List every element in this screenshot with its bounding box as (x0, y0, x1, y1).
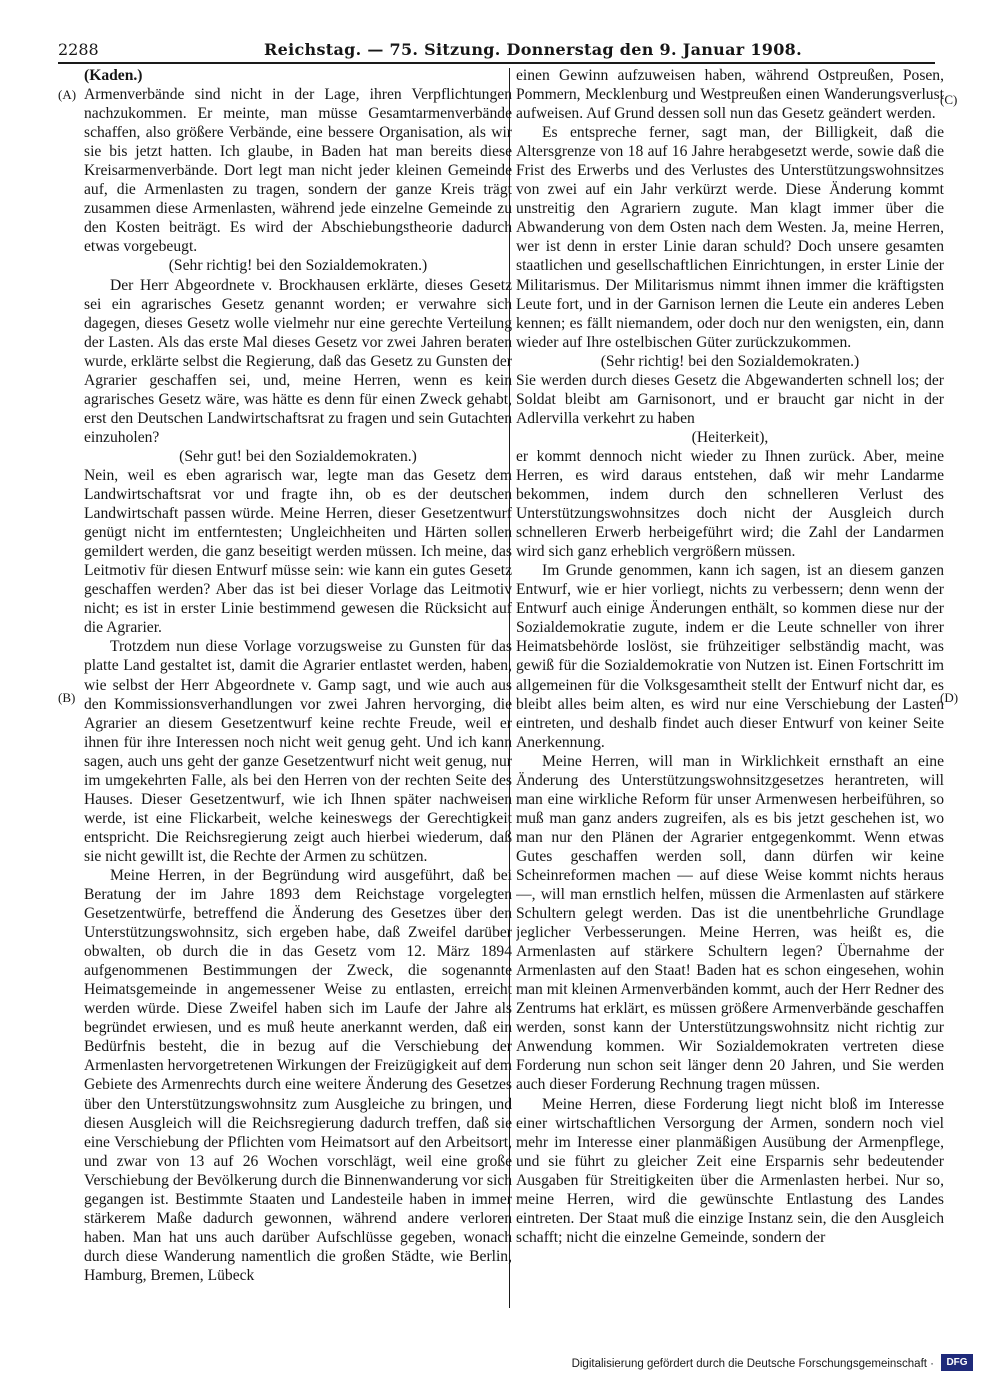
running-header: Reichstag. — 75. Sitzung. Donnerstag den 9. Januar 1908. (264, 40, 802, 59)
right-paragraph-7: Meine Herren, diese Forderung liegt nicht bloß im Interesse einer wirtschaftlichen Versorgung der Armen, sondern noch viel mehr im Interesse einer planmäßigen Ausübung der Armenpflege, und sie führt zu gleicher Zeit eine Ersparnis sehr bedeutender Ausgaben für Streitigkeiten über die Armenlasten herbei. Nur so, meine Herren, wird die gewünschte Entlastung des Landes eintreten. Der Staat muß die einzige Instanz sein, die den Ausgleich schafft; nicht die einzelne Gemeinde, sondern der (516, 1095, 944, 1246)
right-column (516, 66, 944, 1316)
right-interjection-1: (Sehr richtig! bei den Sozialdemokraten.) (600, 352, 860, 370)
dfg-logo-text: DFG (946, 1357, 968, 1368)
margin-mark-c: (C) (940, 92, 958, 107)
right-interjection-2: (Heiterkeit), (691, 428, 769, 446)
dfg-logo (941, 1354, 973, 1371)
right-paragraph-5: Im Grunde genommen, kann ich sagen, ist an diesem ganzen Entwurf, wie er hier vorliegt, nichts zu verbessern; denn wenn der Entwurf auch einige Änderungen enthält, so kommen diese nur der Sozialdemokratie zugute, indem er die Leute schneller von ihrer Heimatsbehörde loslöst, sie frühzeitiger selbständig macht, was gewiß für die Sozialdemokratie von Nutzen ist. Einen Fortschritt im allgemeinen für die Volksgesamtheit stellt der Entwurf nicht dar, es bleibt alles beim alten, es wird nur eine Verschiebung der Lasten eintreten, und deshalb findet auch dieser Entwurf von keiner Seite Anerkennung. (516, 562, 944, 751)
left-paragraph-3: Nein, weil es eben agrarisch war, legte man das Gesetz dem Landwirtschaftsrat vor und fragte ihn, ob es der deutschen Landwirtschaft passen würde. Meine Herren, dieser Gesetzentwurf genügt nicht im entferntesten; Ungleichheiten und Härten sollen gemildert werden, die ganz beseitigt werden müssen. Ich meine, das Leitmotiv für diesen Entwurf müsse sein: wie kann ein gutes Gesetz geschaffen werden? Aber das ist bei dieser Vorlage das Leitmotiv nicht; es ist in erster Linie bestimmend gewesen die Rücksicht auf die Agrarier. (84, 466, 512, 637)
left-paragraph-1: Armenverbände sind nicht in der Lage, ihren Verpflichtungen nachzukommen. Er meinte, man müsse Gesamtarmenverbände schaffen, also größere Verbände, eine bessere Organisation, als wir sie bis jetzt hatten. Ich glaube, in Baden hat man bereits diese Kreisarmenverbände. Dort legt man nicht jeder kleinen Gemeinde auf, die Armenlasten zu tragen, sondern der ganze Kreis trägt zusammen diese Armenlasten, während jede einzelne Gemeinde zu den Kosten beiträgt. Es wird der Abschiebungstheorie dadurch etwas vorgebeugt. (84, 86, 512, 256)
left-paragraph-4: Trotzdem nun diese Vorlage vorzugsweise zu Gunsten für das platte Land gestaltet ist, damit die Agrarier entlastet werden, haben, wie selbst der Herr Abgeordnete v. Gamp sagt, und wie auch aus den Kommissionsverhandlungen vor zwei Jahren hervorging, die Agrarier an diesem Gesetzentwurf keine rechte Freude, weil er ihnen für ihre Interessen noch nicht weit genug geht. Und ich kann sagen, auch uns geht der ganze Gesetzentwurf nicht weit genug, nur im umgekehrten Falle, als bei den Herren von der rechten Seite des Hauses. Dieser Gesetzentwurf, wie ich Ihnen später nachweisen werde, ist eine Flickarbeit, welche keineswegs der Gerechtigkeit entspricht. Die Reichsregierung zeigt auch hierbei wiederum, daß sie nicht gewillt ist, die Rechte der Armen zu schützen. (84, 638, 512, 865)
right-paragraph-1: einen Gewinn aufzuweisen haben, während Ostpreußen, Posen, Pommern, Mecklenburg und Westpreußen einen Wanderungsverlust aufweisen. Auf Grund dessen soll nun das Gesetz geändert werden. (516, 67, 944, 123)
right-paragraph-4: er kommt dennoch nicht wieder zu Ihnen zurück. Aber, meine Herren, es wird daraus entstehen, daß wir mehr Landarme bekommen, indem durch den schnelleren Verlust des Unterstützungswohnsitzes doch nicht der Ausgleich durch schnelleren Erwerb herbeigeführt wird; die Zahl der Landarmen wird sich ganz erheblich vergrößern müssen. (516, 447, 944, 561)
left-column (84, 66, 512, 1316)
left-paragraph-2: Der Herr Abgeordnete v. Brockhausen erklärte, dieses Gesetz sei ein agrarisches Gesetz genannt worden; er verwahre sich dagegen, dieses Gesetz wolle vielmehr nur eine gerechte Verteilung der Lasten. Als das erste Mal dieses Gesetz vor zwei Jahren beraten wurde, erklärte selbst die Regierung, daß das Gesetz zu Gunsten der Agrarier geschaffen sei, und, meine Herren, wenn es kein agrarisches Gesetz wäre, was hätte es denn für einen Zweck gehabt, erst den Deutschen Landwirtschaftsrat zu fragen und sein Gutachten einzuholen? (84, 276, 512, 446)
right-paragraph-2: Es entspreche ferner, sagt man, der Billigkeit, daß die Altersgrenze von 18 auf 16 Jahre herabgesetzt werde, sowie daß die Frist des Erwerbs und des Verlustes des Unterstützungswohnsitzes von zwei auf ein Jahr verkürzt werde. Diese Änderung kommt unstreitig den Agrariern zugute. Man klagt immer über die Abwanderung von dem Osten nach dem Westen. Ja, meine Herren, wer ist denn in erster Linie daran schuld? Doch unsere gesamten staatlichen und gesellschaftlichen Einrichtungen, in erster Linie der Militarismus. Der Militarismus nimmt ihnen immer die kräftigsten Leute fort, und in der Garnison lernen die Leute ein anderes Leben kennen; es fällt niemandem, oder doch nur den wenigsten, ein, dann wieder auf Ihre ostelbischen Güter zurückzukommen. (516, 124, 944, 351)
left-interjection-1: (Sehr richtig! bei den Sozialdemokraten.) (168, 257, 428, 275)
margin-mark-a: (A) (58, 87, 77, 102)
margin-mark-d: (D) (940, 690, 959, 705)
digitization-note: Digitalisierung gefördert durch die Deutsche Forschungsgemeinschaft · (571, 1358, 934, 1370)
margin-mark-b: (B) (58, 690, 76, 705)
left-paragraph-5: Meine Herren, in der Begründung wird ausgeführt, daß bei Beratung der im Jahre 1893 dem Reichstage vorgelegten Gesetzentwürfe, betreffend die Änderung des Gesetzes über den Unterstützungswohnsitz, sich ergeben habe, daß Zweifel darüber obwalten, ob durch die in das Gesetz vom 12. März 1894 aufgenommenen Bestimmungen der Zweck, die sogenannte Heimatsgemeinde in angemessener Weise zu entlasten, erreicht werden würde. Diese Zweifel haben sich im Laufe der Jahre als begründet erwiesen, und es muß heute anerkannt werden, daß ein Bedürfnis besteht, die in bezug auf die Verschiebung der Armenlasten hervorgetretenen Wirkungen der Freizügigkeit auf dem Gebiete des Armenrechts durch eine weitere Änderung des Gesetzes über den Unterstützungswohnsitz zum Ausgleiche zu bringen, und diesen Ausgleich will die Reichsregierung dadurch treffen, daß sie eine Verschiebung der Pflichten vom Heimatsort auf den Arbeitsort, und zwar von 13 auf 26 Wochen vorschlägt, weil eine große Verschiebung der Bevölkerung durch die Binnenwanderung vor sich gegangen ist. Bestimmte Staaten und Landesteile haben in immer stärkerem Maße dadurch gewonnen, während andere verloren haben. Man hat uns auch darüber Aufschlüsse gegeben, wonach durch diese Wanderung namentlich die großen Städte, wie Berlin, Hamburg, Bremen, Lübeck (84, 866, 512, 1284)
right-paragraph-3: Sie werden durch dieses Gesetz die Abgewanderten schnell los; der Soldat bleibt am Garnisonort, und er braucht gar nicht in der Adlervilla verkehrt zu haben (516, 371, 944, 427)
left-interjection-2: (Sehr gut! bei den Sozialdemokraten.) (179, 447, 417, 465)
speaker-name: (Kaden.) (84, 67, 143, 84)
header-rule (58, 62, 935, 64)
right-paragraph-6: Meine Herren, will man in Wirklichkeit ernsthaft an eine Änderung des Unterstützungswohnsitzgesetzes herantreten, will man eine wirkliche Reform für unser Armenwesen herbeiführen, so muß man ganz anders zugreifen, als es bis jetzt geschehen ist, wo man nur den Plänen der Agrarier entgegenkommt. Wenn etwas Gutes geschaffen werden soll, dann dürfen wir keine Scheinreformen machen — auf diese Weise kommt nichts heraus —, will man ernstlich helfen, müssen die Armenlasten auf stärkere Schultern gelegt werden. Das ist die unentbehrliche Grundlage jeglicher Verbesserungen. Meine Herren, was heißt es, die Armenlasten auf stärkere Schultern legen? Übernahme der Armenlasten auf den Staat! Baden hat es schon eingesehen, wohin man mit kleinen Armenverbänden kommt, auch der Herr Redner des Zentrums hat erklärt, es müssen größere Armenverbände geschaffen werden, sonst kann der Unterstützungswohnsitz nicht richtig zur Anwendung kommen. Wir Sozialdemokraten vertreten diese Forderung nun schon seit länger denn 20 Jahren, und Sie werden auch dieser Forderung Rechnung tragen müssen. (516, 752, 944, 1094)
page-number: 2288 (58, 40, 99, 59)
